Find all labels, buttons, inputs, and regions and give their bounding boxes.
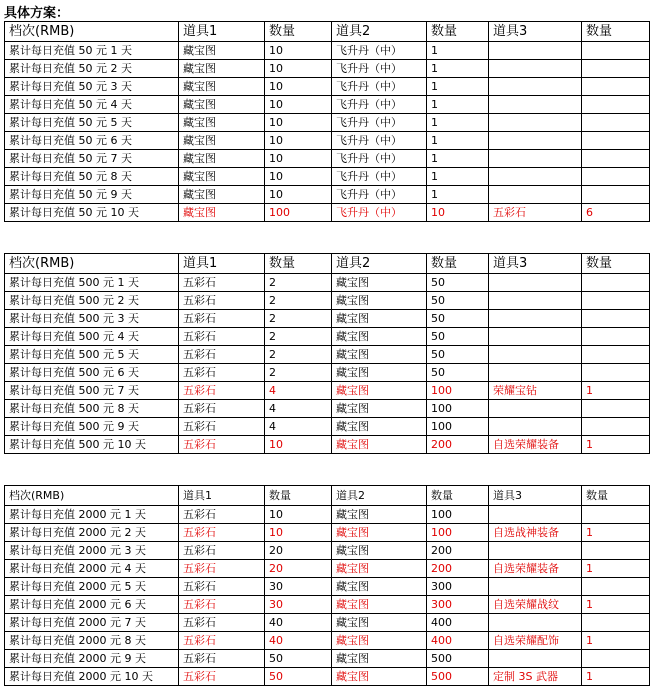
item2-cell: 藏宝图 — [332, 650, 427, 668]
column-header: 道具3 — [489, 254, 582, 274]
qty3-cell — [582, 578, 650, 596]
qty2-cell: 50 — [427, 346, 489, 364]
qty1-cell: 10 — [265, 60, 332, 78]
qty3-cell — [582, 150, 650, 168]
reward-table-500 — [4, 253, 650, 454]
item2-cell: 飞升丹（中） — [332, 132, 427, 150]
qty3-cell — [582, 78, 650, 96]
qty3-cell: 1 — [582, 560, 650, 578]
item3-cell — [489, 418, 582, 436]
tier-cell: 累计每日充值 2000 元 1 天 — [5, 506, 179, 524]
item3-cell: 定制 3S 武器 — [489, 668, 582, 686]
item1-cell: 五彩石 — [179, 310, 265, 328]
table-row — [5, 168, 650, 186]
table-row — [5, 328, 650, 346]
item3-cell — [489, 506, 582, 524]
qty1-cell: 30 — [265, 596, 332, 614]
item1-cell: 五彩石 — [179, 328, 265, 346]
qty2-cell: 1 — [427, 186, 489, 204]
item1-cell: 五彩石 — [179, 346, 265, 364]
qty3-cell: 6 — [582, 204, 650, 222]
item2-cell: 藏宝图 — [332, 560, 427, 578]
qty1-cell: 10 — [265, 186, 332, 204]
item2-cell: 藏宝图 — [332, 346, 427, 364]
item3-cell — [489, 400, 582, 418]
item1-cell: 五彩石 — [179, 506, 265, 524]
qty3-cell — [582, 60, 650, 78]
tier-cell: 累计每日充值 50 元 2 天 — [5, 60, 179, 78]
qty3-cell — [582, 400, 650, 418]
qty3-cell — [582, 346, 650, 364]
qty1-cell: 2 — [265, 274, 332, 292]
qty1-cell: 10 — [265, 96, 332, 114]
tier-cell: 累计每日充值 2000 元 4 天 — [5, 560, 179, 578]
column-header: 道具1 — [179, 254, 265, 274]
qty2-cell: 500 — [427, 668, 489, 686]
table-row — [5, 78, 650, 96]
item1-cell: 五彩石 — [179, 292, 265, 310]
qty1-cell: 10 — [265, 78, 332, 96]
table-row — [5, 542, 650, 560]
qty1-cell: 10 — [265, 114, 332, 132]
qty2-cell: 1 — [427, 78, 489, 96]
qty1-cell: 2 — [265, 292, 332, 310]
item1-cell: 五彩石 — [179, 542, 265, 560]
qty2-cell: 1 — [427, 96, 489, 114]
item3-cell — [489, 114, 582, 132]
tier-cell: 累计每日充值 50 元 1 天 — [5, 42, 179, 60]
tier-cell: 累计每日充值 2000 元 9 天 — [5, 650, 179, 668]
qty1-cell: 30 — [265, 578, 332, 596]
item2-cell: 飞升丹（中） — [332, 150, 427, 168]
column-header: 道具3 — [489, 486, 582, 506]
tier-cell: 累计每日充值 50 元 7 天 — [5, 150, 179, 168]
item3-cell: 自选荣耀装备 — [489, 436, 582, 454]
table-row — [5, 204, 650, 222]
item3-cell: 荣耀宝钻 — [489, 382, 582, 400]
qty1-cell: 10 — [265, 524, 332, 542]
qty2-cell: 1 — [427, 42, 489, 60]
item2-cell: 藏宝图 — [332, 542, 427, 560]
tier-cell: 累计每日充值 500 元 10 天 — [5, 436, 179, 454]
tier-cell: 累计每日充值 2000 元 8 天 — [5, 632, 179, 650]
qty2-cell: 1 — [427, 114, 489, 132]
item3-cell: 自选荣耀装备 — [489, 560, 582, 578]
tier-cell: 累计每日充值 50 元 9 天 — [5, 186, 179, 204]
column-header: 数量 — [265, 22, 332, 42]
item3-cell — [489, 292, 582, 310]
item2-cell: 藏宝图 — [332, 364, 427, 382]
qty3-cell — [582, 186, 650, 204]
table-row — [5, 436, 650, 454]
qty2-cell: 200 — [427, 436, 489, 454]
table-row — [5, 650, 650, 668]
qty2-cell: 100 — [427, 382, 489, 400]
item1-cell: 五彩石 — [179, 418, 265, 436]
item3-cell: 自选战神装备 — [489, 524, 582, 542]
tier-cell: 累计每日充值 500 元 5 天 — [5, 346, 179, 364]
qty1-cell: 40 — [265, 632, 332, 650]
qty1-cell: 2 — [265, 328, 332, 346]
column-header: 道具1 — [179, 486, 265, 506]
item3-cell — [489, 78, 582, 96]
table-row — [5, 96, 650, 114]
qty3-cell — [582, 506, 650, 524]
item1-cell: 藏宝图 — [179, 186, 265, 204]
qty1-cell: 50 — [265, 650, 332, 668]
column-header: 数量 — [265, 486, 332, 506]
column-header: 数量 — [427, 254, 489, 274]
tier-cell: 累计每日充值 500 元 7 天 — [5, 382, 179, 400]
tier-cell: 累计每日充值 2000 元 10 天 — [5, 668, 179, 686]
qty2-cell: 1 — [427, 150, 489, 168]
tier-cell: 累计每日充值 500 元 3 天 — [5, 310, 179, 328]
item1-cell: 五彩石 — [179, 578, 265, 596]
tier-cell: 累计每日充值 2000 元 2 天 — [5, 524, 179, 542]
item1-cell: 五彩石 — [179, 650, 265, 668]
qty2-cell: 500 — [427, 650, 489, 668]
item2-cell: 藏宝图 — [332, 578, 427, 596]
item2-cell: 飞升丹（中） — [332, 42, 427, 60]
qty2-cell: 100 — [427, 418, 489, 436]
item3-cell — [489, 186, 582, 204]
qty3-cell: 1 — [582, 596, 650, 614]
qty2-cell: 50 — [427, 310, 489, 328]
qty1-cell: 2 — [265, 346, 332, 364]
qty2-cell: 50 — [427, 274, 489, 292]
column-header: 道具3 — [489, 22, 582, 42]
item1-cell: 五彩石 — [179, 524, 265, 542]
table-row — [5, 274, 650, 292]
tier-cell: 累计每日充值 500 元 2 天 — [5, 292, 179, 310]
table-row — [5, 114, 650, 132]
item2-cell: 藏宝图 — [332, 524, 427, 542]
item1-cell: 藏宝图 — [179, 132, 265, 150]
qty3-cell — [582, 42, 650, 60]
table-row — [5, 668, 650, 686]
qty3-cell: 1 — [582, 524, 650, 542]
table-header-row — [5, 486, 650, 506]
item1-cell: 五彩石 — [179, 274, 265, 292]
tier-cell: 累计每日充值 500 元 4 天 — [5, 328, 179, 346]
tier-cell: 累计每日充值 500 元 8 天 — [5, 400, 179, 418]
item2-cell: 藏宝图 — [332, 632, 427, 650]
qty2-cell: 100 — [427, 524, 489, 542]
column-header: 数量 — [582, 486, 650, 506]
item1-cell: 五彩石 — [179, 436, 265, 454]
item2-cell: 飞升丹（中） — [332, 168, 427, 186]
item1-cell: 五彩石 — [179, 400, 265, 418]
item1-cell: 藏宝图 — [179, 78, 265, 96]
qty2-cell: 300 — [427, 596, 489, 614]
item2-cell: 藏宝图 — [332, 328, 427, 346]
tier-cell: 累计每日充值 50 元 4 天 — [5, 96, 179, 114]
item1-cell: 藏宝图 — [179, 96, 265, 114]
qty3-cell: 1 — [582, 436, 650, 454]
column-header: 道具2 — [332, 254, 427, 274]
item3-cell — [489, 310, 582, 328]
table-row — [5, 186, 650, 204]
qty3-cell — [582, 274, 650, 292]
tier-cell: 累计每日充值 2000 元 3 天 — [5, 542, 179, 560]
tier-cell: 累计每日充值 2000 元 6 天 — [5, 596, 179, 614]
item3-cell — [489, 542, 582, 560]
table-row — [5, 310, 650, 328]
item3-cell — [489, 168, 582, 186]
qty1-cell: 4 — [265, 418, 332, 436]
qty2-cell: 100 — [427, 400, 489, 418]
table-row — [5, 560, 650, 578]
qty1-cell: 4 — [265, 382, 332, 400]
item2-cell: 藏宝图 — [332, 668, 427, 686]
item1-cell: 五彩石 — [179, 632, 265, 650]
table-row — [5, 418, 650, 436]
item2-cell: 藏宝图 — [332, 310, 427, 328]
item3-cell — [489, 578, 582, 596]
qty3-cell — [582, 650, 650, 668]
tier-cell: 累计每日充值 500 元 6 天 — [5, 364, 179, 382]
item2-cell: 飞升丹（中） — [332, 204, 427, 222]
column-header: 档次(RMB) — [5, 254, 179, 274]
qty3-cell — [582, 310, 650, 328]
column-header: 道具2 — [332, 486, 427, 506]
tier-cell: 累计每日充值 2000 元 7 天 — [5, 614, 179, 632]
item3-cell — [489, 150, 582, 168]
table-header-row — [5, 22, 650, 42]
item1-cell: 五彩石 — [179, 560, 265, 578]
table-row — [5, 578, 650, 596]
item3-cell — [489, 96, 582, 114]
column-header: 数量 — [427, 22, 489, 42]
item1-cell: 五彩石 — [179, 364, 265, 382]
item1-cell: 五彩石 — [179, 382, 265, 400]
tier-cell: 累计每日充值 2000 元 5 天 — [5, 578, 179, 596]
table-row — [5, 614, 650, 632]
qty3-cell — [582, 114, 650, 132]
table-row — [5, 596, 650, 614]
table-row — [5, 292, 650, 310]
item2-cell: 飞升丹（中） — [332, 114, 427, 132]
qty1-cell: 100 — [265, 204, 332, 222]
item1-cell: 藏宝图 — [179, 168, 265, 186]
qty1-cell: 20 — [265, 560, 332, 578]
item1-cell: 藏宝图 — [179, 42, 265, 60]
table-header-row — [5, 254, 650, 274]
item2-cell: 藏宝图 — [332, 292, 427, 310]
item1-cell: 藏宝图 — [179, 114, 265, 132]
qty1-cell: 4 — [265, 400, 332, 418]
qty3-cell: 1 — [582, 382, 650, 400]
qty1-cell: 10 — [265, 436, 332, 454]
item3-cell: 自选荣耀战纹 — [489, 596, 582, 614]
column-header: 数量 — [265, 254, 332, 274]
column-header: 数量 — [582, 22, 650, 42]
qty1-cell: 10 — [265, 150, 332, 168]
page-heading: 具体方案： — [4, 6, 70, 21]
qty2-cell: 50 — [427, 328, 489, 346]
qty3-cell — [582, 328, 650, 346]
qty1-cell: 2 — [265, 310, 332, 328]
item1-cell: 藏宝图 — [179, 60, 265, 78]
table-row — [5, 346, 650, 364]
qty2-cell: 1 — [427, 60, 489, 78]
qty2-cell: 100 — [427, 506, 489, 524]
qty3-cell — [582, 96, 650, 114]
item1-cell: 藏宝图 — [179, 204, 265, 222]
item3-cell — [489, 364, 582, 382]
qty1-cell: 40 — [265, 614, 332, 632]
tier-cell: 累计每日充值 50 元 10 天 — [5, 204, 179, 222]
item2-cell: 藏宝图 — [332, 418, 427, 436]
qty3-cell — [582, 168, 650, 186]
qty1-cell: 10 — [265, 132, 332, 150]
table-row — [5, 42, 650, 60]
item3-cell — [489, 614, 582, 632]
qty3-cell — [582, 542, 650, 560]
item1-cell: 五彩石 — [179, 596, 265, 614]
item2-cell: 飞升丹（中） — [332, 60, 427, 78]
column-header: 道具1 — [179, 22, 265, 42]
qty3-cell — [582, 292, 650, 310]
item2-cell: 藏宝图 — [332, 614, 427, 632]
item1-cell: 五彩石 — [179, 668, 265, 686]
item1-cell: 藏宝图 — [179, 150, 265, 168]
qty2-cell: 300 — [427, 578, 489, 596]
item3-cell — [489, 132, 582, 150]
column-header: 数量 — [427, 486, 489, 506]
qty3-cell — [582, 418, 650, 436]
tier-cell: 累计每日充值 50 元 3 天 — [5, 78, 179, 96]
item3-cell — [489, 60, 582, 78]
reward-table-50 — [4, 21, 650, 222]
qty2-cell: 200 — [427, 560, 489, 578]
table-row — [5, 400, 650, 418]
qty2-cell: 1 — [427, 132, 489, 150]
tier-cell: 累计每日充值 50 元 8 天 — [5, 168, 179, 186]
item2-cell: 飞升丹（中） — [332, 78, 427, 96]
item3-cell: 自选荣耀配饰 — [489, 632, 582, 650]
column-header: 档次(RMB) — [5, 486, 179, 506]
qty3-cell: 1 — [582, 632, 650, 650]
qty1-cell: 50 — [265, 668, 332, 686]
item2-cell: 藏宝图 — [332, 436, 427, 454]
table-row — [5, 524, 650, 542]
item2-cell: 藏宝图 — [332, 506, 427, 524]
table-row — [5, 150, 650, 168]
column-header: 档次(RMB) — [5, 22, 179, 42]
item3-cell — [489, 328, 582, 346]
qty1-cell: 10 — [265, 42, 332, 60]
item1-cell: 五彩石 — [179, 614, 265, 632]
qty1-cell: 2 — [265, 364, 332, 382]
table-row — [5, 364, 650, 382]
qty2-cell: 400 — [427, 632, 489, 650]
column-header: 数量 — [582, 254, 650, 274]
qty3-cell — [582, 364, 650, 382]
qty2-cell: 400 — [427, 614, 489, 632]
qty3-cell — [582, 614, 650, 632]
qty3-cell — [582, 132, 650, 150]
qty1-cell: 10 — [265, 168, 332, 186]
qty2-cell: 1 — [427, 168, 489, 186]
item3-cell — [489, 650, 582, 668]
item3-cell — [489, 346, 582, 364]
table-row — [5, 506, 650, 524]
item2-cell: 飞升丹（中） — [332, 96, 427, 114]
tier-cell: 累计每日充值 50 元 5 天 — [5, 114, 179, 132]
item3-cell — [489, 42, 582, 60]
qty1-cell: 20 — [265, 542, 332, 560]
item2-cell: 飞升丹（中） — [332, 186, 427, 204]
tier-cell: 累计每日充值 50 元 6 天 — [5, 132, 179, 150]
qty2-cell: 50 — [427, 292, 489, 310]
table-row — [5, 60, 650, 78]
table-row — [5, 632, 650, 650]
item3-cell — [489, 274, 582, 292]
table-row — [5, 382, 650, 400]
item2-cell: 藏宝图 — [332, 382, 427, 400]
qty2-cell: 50 — [427, 364, 489, 382]
column-header: 道具2 — [332, 22, 427, 42]
qty2-cell: 200 — [427, 542, 489, 560]
qty1-cell: 10 — [265, 506, 332, 524]
qty2-cell: 10 — [427, 204, 489, 222]
table-row — [5, 132, 650, 150]
qty3-cell: 1 — [582, 668, 650, 686]
reward-table-2000 — [4, 485, 650, 686]
item3-cell: 五彩石 — [489, 204, 582, 222]
tier-cell: 累计每日充值 500 元 1 天 — [5, 274, 179, 292]
item2-cell: 藏宝图 — [332, 400, 427, 418]
tier-cell: 累计每日充值 500 元 9 天 — [5, 418, 179, 436]
item2-cell: 藏宝图 — [332, 274, 427, 292]
item2-cell: 藏宝图 — [332, 596, 427, 614]
